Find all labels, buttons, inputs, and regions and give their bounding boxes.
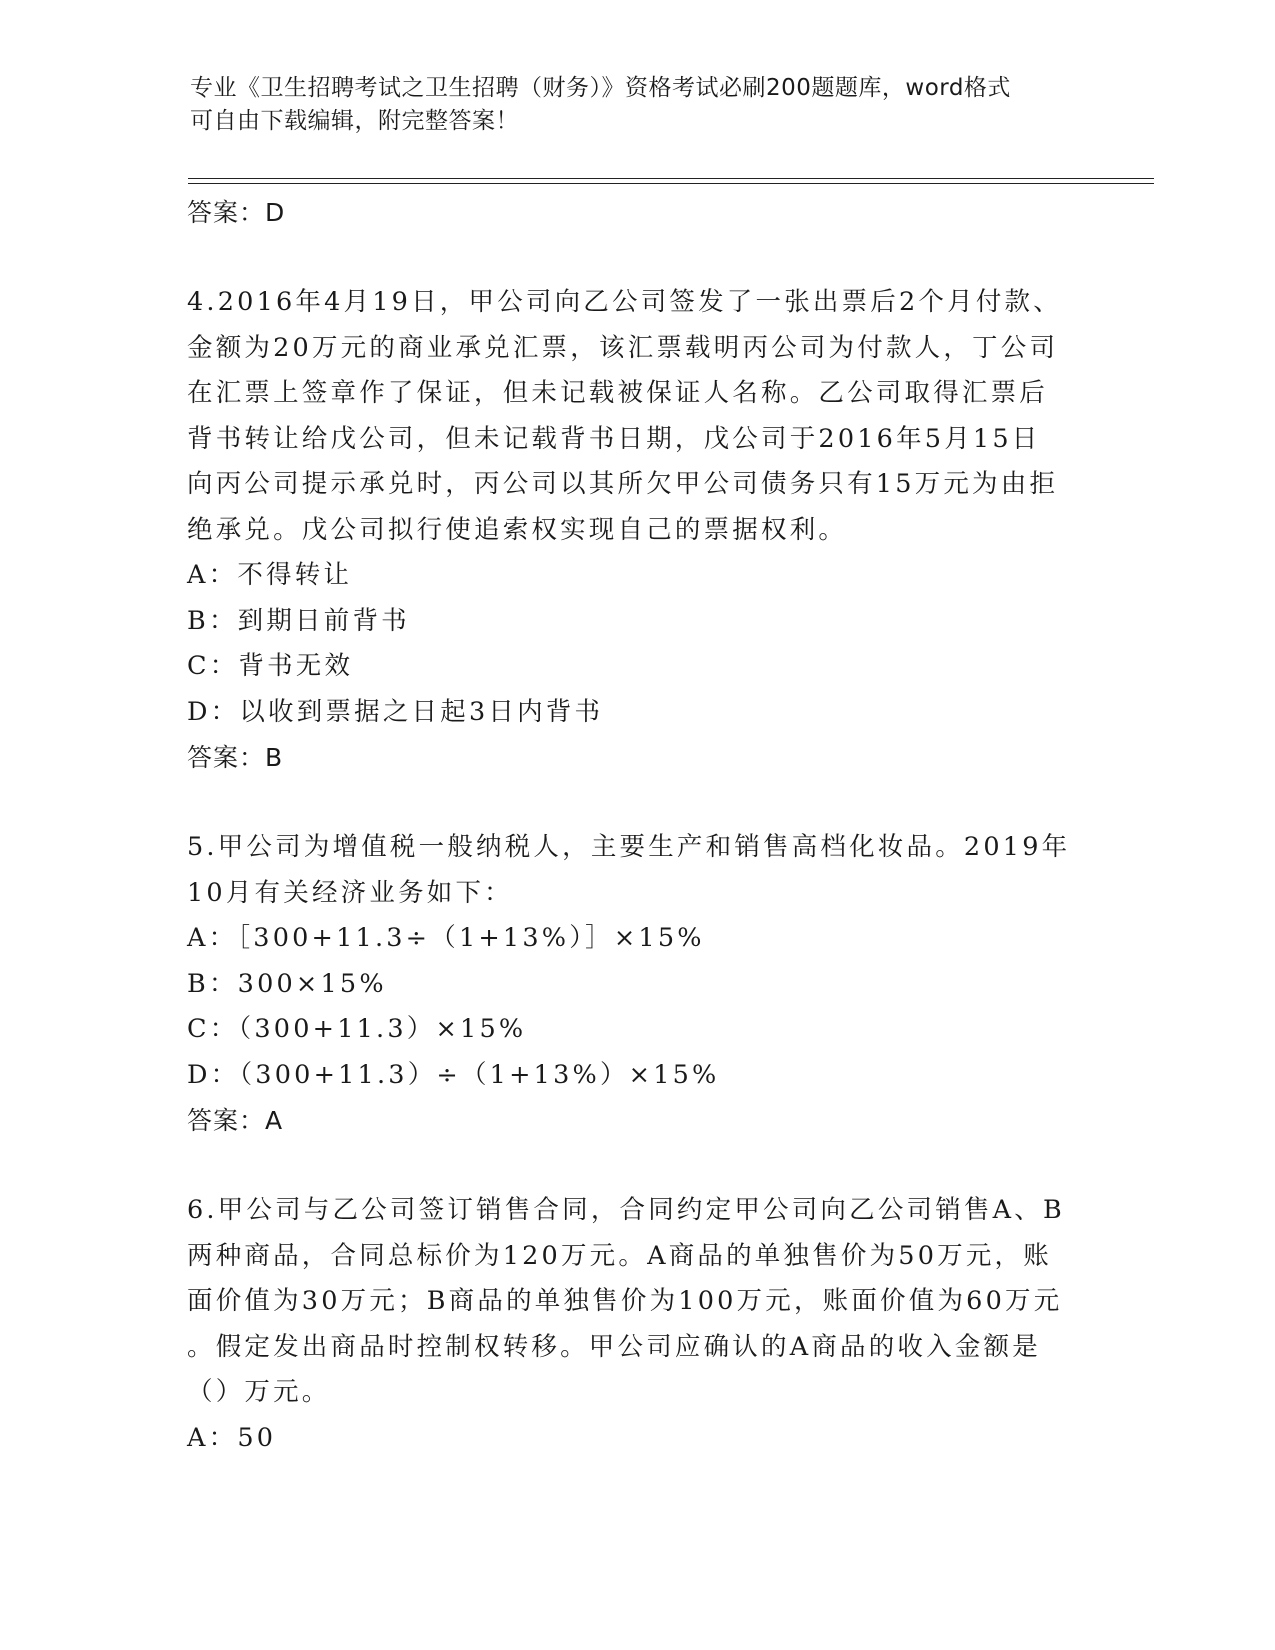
question-stem-line: 绝承兑。戊公司拟行使追索权实现自己的票据权利。 xyxy=(187,514,848,545)
question-stem-line: 金额为20万元的商业承兑汇票，该汇票载明丙公司为付款人，丁公司 xyxy=(187,332,1059,363)
question-stem-line: 10月有关经济业务如下： xyxy=(187,877,513,908)
question-stem-line: 在汇票上签章作了保证，但未记载被保证人名称。乙公司取得汇票后 xyxy=(187,378,1049,408)
question-stem-line: 向丙公司提示承兑时，丙公司以其所欠甲公司债务只有15万元为由拒 xyxy=(187,469,1059,499)
option-d: D：以收到票据之日起3日内背书 xyxy=(187,696,604,727)
document-body xyxy=(187,190,1087,1461)
header-line-1: 专业《卫生招聘考试之卫生招聘（财务）》资格考试必刷200题题库，word格式 xyxy=(190,75,1011,101)
question-stem-line: 两种商品，合同总标价为120万元。A商品的单独售价为50万元，账 xyxy=(187,1240,1052,1271)
header-line-2: 可自由下载编辑，附完整答案！ xyxy=(190,108,519,134)
header-divider-top xyxy=(188,178,1154,179)
question-stem-line: 背书转让给戊公司，但未记载背书日期，戊公司于2016年5月15日 xyxy=(187,423,1041,454)
page-header xyxy=(190,72,1090,138)
answer-line: 答案：A xyxy=(187,1106,284,1135)
option-b: B：到期日前背书 xyxy=(187,605,410,636)
question-stem-line: 6.甲公司与乙公司签订销售合同，合同约定甲公司向乙公司销售A、B xyxy=(187,1195,1065,1225)
question-stem-line: 。假定发出商品时控制权转移。甲公司应确认的A商品的收入金额是 xyxy=(187,1331,1041,1362)
question-4 xyxy=(187,280,1087,781)
option-c: C：背书无效 xyxy=(187,651,354,681)
question-stem-line: 面价值为30万元；B商品的单独售价为100万元，账面价值为60万元 xyxy=(187,1286,1063,1316)
answer-line: 答案：D xyxy=(187,198,286,227)
question-5 xyxy=(187,825,1087,1144)
option-b: B：300×15% xyxy=(187,968,387,999)
option-c: C：（300+11.3）×15% xyxy=(187,1014,527,1044)
option-a: A：［300+11.3÷（1+13%）］×15% xyxy=(187,923,705,953)
question-stem-line: （）万元。 xyxy=(187,1377,331,1407)
option-a: A：不得转让 xyxy=(187,560,353,590)
option-a: A：50 xyxy=(187,1422,277,1453)
question-6 xyxy=(187,1188,1087,1461)
answer-line: 答案：B xyxy=(187,743,284,772)
option-d: D：（300+11.3）÷（1+13%）×15% xyxy=(187,1059,720,1090)
question-stem-line: 4.2016年4月19日，甲公司向乙公司签发了一张出票后2个月付款、 xyxy=(187,287,1062,317)
header-divider-bottom xyxy=(188,183,1154,184)
question-stem-line: 5.甲公司为增值税一般纳税人，主要生产和销售高档化妆品。2019年 xyxy=(187,832,1071,862)
